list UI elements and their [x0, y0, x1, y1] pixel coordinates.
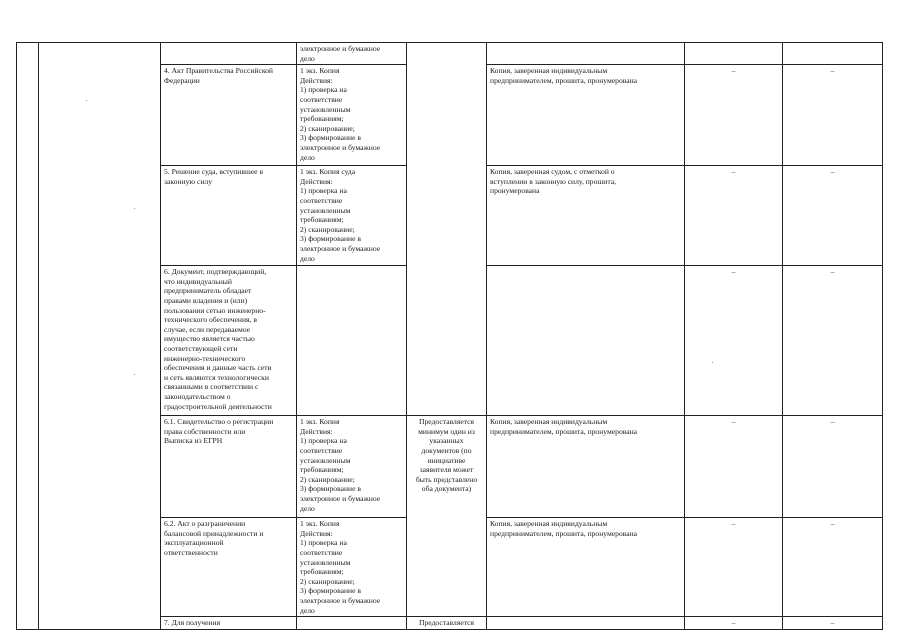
table-cell-document-name: 4. Акт Правительства Российской Федерации — [161, 65, 297, 166]
table-cell-document-name: 6.1. Свидетельство о регистрации права собственности или Выписка из ЕГРН — [161, 416, 297, 518]
table-cell-sample: – — [783, 518, 883, 617]
table-cell-form: – — [685, 266, 783, 416]
table-cell-requirements — [487, 43, 685, 65]
table-cell-requirements: Копия, заверенная индивидуальным предпринимателем, прошита, пронумерована — [487, 518, 685, 617]
table-cell-sample — [783, 43, 883, 65]
table-cell-condition: Предоставляется минимум один из указанных документов (по инициативе заявителя может быть представлено оба документа) — [407, 416, 487, 617]
table-cell-sample: – — [783, 65, 883, 166]
table-cell-requirements: Копия, заверенная индивидуальным предпринимателем, прошита, пронумерована — [487, 65, 685, 166]
table-cell-document-name: 7. Для получения — [161, 617, 297, 630]
table-cell-copies-actions: 1 экз. Копия суда Действия: 1) проверка на соответствие установленным требованиям; 2) сканирование; 3) формирование в электронное и бумажное дело — [297, 166, 407, 266]
table-row — [17, 43, 883, 65]
table-cell-copies-actions: электронное и бумажное дело — [297, 43, 407, 65]
table-cell-document-name — [161, 43, 297, 65]
table-cell-form: – — [685, 617, 783, 630]
table-cell-sample: – — [783, 617, 883, 630]
table-cell-col1 — [17, 43, 39, 630]
scan-speck — [86, 100, 87, 101]
table-cell-form: – — [685, 518, 783, 617]
table-cell-requirements: Копия, заверенная индивидуальным предпринимателем, прошита, пронумерована — [487, 416, 685, 518]
table-cell-condition: Предоставляется — [407, 617, 487, 630]
table-cell-sample: – — [783, 166, 883, 266]
table-cell-condition — [407, 43, 487, 416]
table-cell-sample: – — [783, 416, 883, 518]
table-cell-document-name: 5. Решение суда, вступившее в законную силу — [161, 166, 297, 266]
table-cell-copies-actions: 1 экз. Копия Действия: 1) проверка на соответствие установленным требованиям; 2) сканирование; 3) формирование в электронное и бумажное дело — [297, 518, 407, 617]
table-cell-col2 — [39, 43, 161, 630]
table-cell-requirements — [487, 617, 685, 630]
table-cell-form: – — [685, 166, 783, 266]
table-cell-requirements — [487, 266, 685, 416]
table-cell-copies-actions: 1 экз. Копия Действия: 1) проверка на соответствие установленным требованиям; 2) сканирование; 3) формирование в электронное и бумажное дело — [297, 416, 407, 518]
table-cell-document-name: 6.2. Акт о разграничении балансовой принадлежности и эксплуатационной ответственности — [161, 518, 297, 617]
table-cell-sample: – — [783, 266, 883, 416]
documents-table — [16, 42, 883, 630]
table-cell-form — [685, 43, 783, 65]
scan-speck — [134, 208, 135, 209]
table-cell-form: – — [685, 416, 783, 518]
scan-speck — [134, 374, 135, 375]
scan-speck — [712, 362, 713, 363]
table-cell-form: – — [685, 65, 783, 166]
table-cell-document-name: 6. Документ, подтверждающий, что индивидуальный предприниматель обладает правами владения и (или) пользования сетью инженерно- технического обеспечения, в случае, если передаваемое имущество является частью соответствующей сети инженерно-технического обеспечения и данные часть сети и сеть являются технологически связанными в соответствии с законодательством о градостроительной деятельности — [161, 266, 297, 416]
table-cell-copies-actions — [297, 617, 407, 630]
table-cell-requirements: Копия, заверенная судом, с отметкой о вступлении в законную силу, прошита, пронумерована — [487, 166, 685, 266]
table-cell-copies-actions — [297, 266, 407, 416]
table-cell-copies-actions: 1 экз. Копия Действия: 1) проверка на соответствие установленным требованиям; 2) сканирование; 3) формирование в электронное и бумажное дело — [297, 65, 407, 166]
